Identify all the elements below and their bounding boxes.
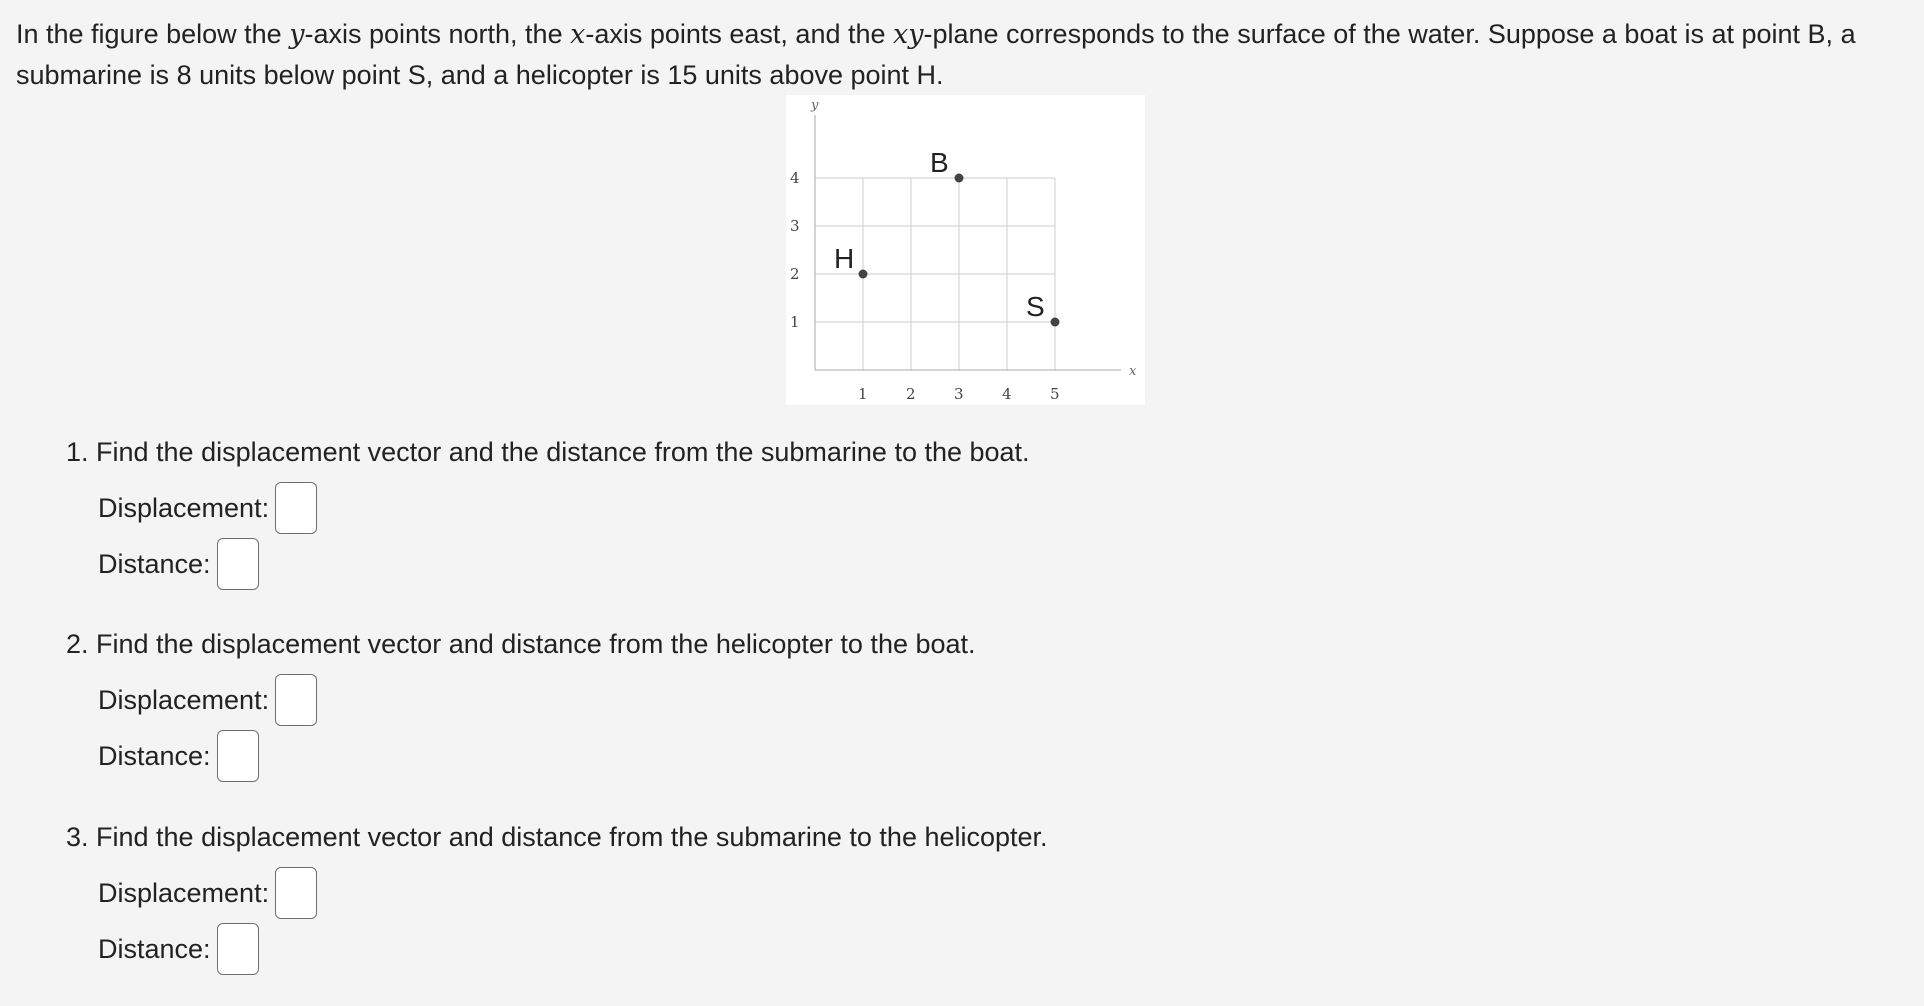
question-1-distance-row: [98, 538, 1030, 590]
x-tick-label: 4: [1002, 385, 1012, 403]
xy-variable: xy: [893, 19, 924, 50]
question-1-displacement-input[interactable]: [275, 482, 317, 534]
y-tick-label: 1: [790, 313, 800, 331]
question-3-distance-row: [98, 923, 1048, 975]
problem-statement: [16, 14, 1916, 95]
point-label-s: S: [1026, 291, 1045, 322]
y-tick-label: 4: [790, 169, 800, 187]
y-tick-label: 3: [790, 217, 800, 235]
x-tick-label: 3: [954, 385, 964, 403]
question-1-displacement-row: [98, 482, 1030, 534]
question-1-distance-input[interactable]: [217, 538, 259, 590]
x-tick-label: 1: [858, 385, 868, 403]
point-b: [955, 174, 964, 183]
question-2: [66, 626, 976, 782]
question-1: [66, 434, 1030, 590]
intro-text-2: -axis points north, the: [304, 19, 571, 49]
question-2-distance-label: Distance:: [98, 741, 211, 771]
y-tick-label: 2: [790, 265, 800, 283]
intro-text-3: -axis points east, and the: [585, 19, 894, 49]
question-3-distance-label: Distance:: [98, 934, 211, 964]
point-h: [859, 270, 868, 279]
question-3-displacement-row: [98, 867, 1048, 919]
x-tick-label: 5: [1050, 385, 1060, 403]
coordinate-plot: [786, 95, 1145, 405]
x-variable: x: [570, 19, 586, 50]
question-2-distance-input[interactable]: [217, 730, 259, 782]
question-2-distance-row: [98, 730, 976, 782]
point-s: [1051, 318, 1060, 327]
question-3-distance-input[interactable]: [217, 923, 259, 975]
y-axis-label: y: [811, 98, 819, 113]
intro-text-4: -plane corresponds to the surface of the water. Suppose a boat is at point B, a submarine is 8 units below point S, and a helicopter is 15 units above point H.: [16, 19, 1856, 90]
y-variable: y: [289, 19, 305, 50]
question-2-text: 2. Find the displacement vector and distance from the helicopter to the boat.: [66, 629, 976, 659]
question-2-displacement-row: [98, 674, 976, 726]
question-1-displacement-label: Displacement:: [98, 493, 270, 523]
x-tick-label: 2: [906, 385, 916, 403]
question-3-displacement-input[interactable]: [275, 867, 317, 919]
point-label-h: H: [834, 243, 855, 274]
question-3: [66, 819, 1048, 975]
question-3-displacement-label: Displacement:: [98, 878, 270, 908]
coordinate-figure: [786, 95, 1145, 405]
point-label-b: B: [930, 147, 949, 178]
question-1-distance-label: Distance:: [98, 549, 211, 579]
question-1-text: 1. Find the displacement vector and the distance from the submarine to the boat.: [66, 437, 1030, 467]
x-axis-label: x: [1129, 364, 1137, 379]
question-3-text: 3. Find the displacement vector and distance from the submarine to the helicopter.: [66, 822, 1048, 852]
intro-text-1: In the figure below the: [16, 19, 290, 49]
question-2-displacement-label: Displacement:: [98, 685, 270, 715]
question-2-displacement-input[interactable]: [275, 674, 317, 726]
